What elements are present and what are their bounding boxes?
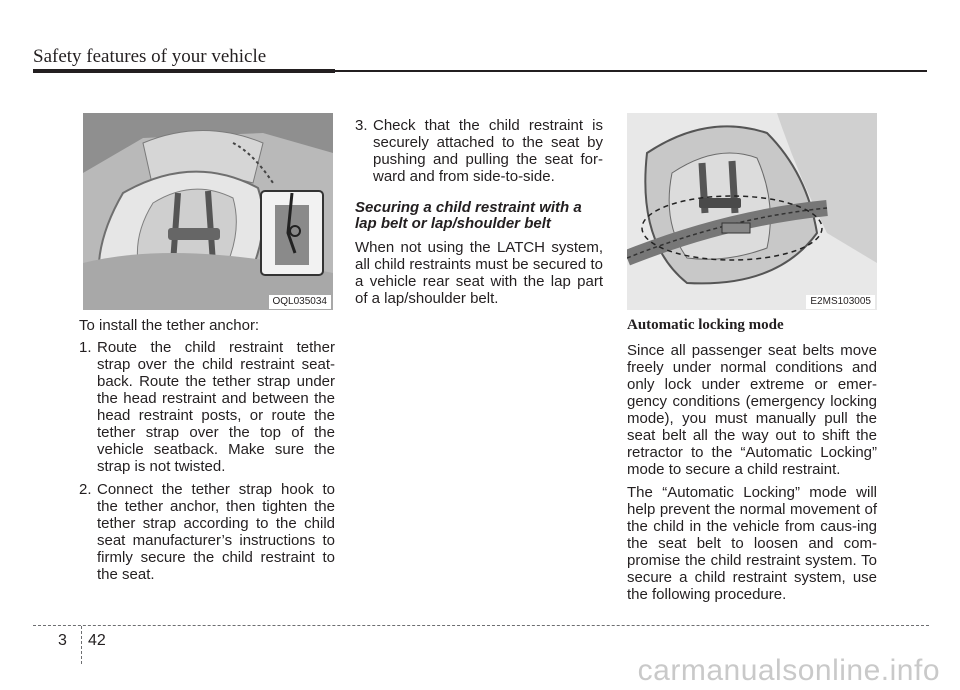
step-item (355, 117, 603, 185)
step-item (79, 339, 335, 475)
page-header-title: Safety features of your vehicle (33, 46, 267, 67)
intro-text: To install the tether anchor: (79, 317, 260, 334)
step-text: Route the child restraint tether strap over the child restraint seat-back. Route the tether strap under the head restraint and between the head restraint posts, or route the tether strap over the top of the vehicle seatback. Make sure the strap is not twisted. (97, 339, 335, 475)
header-rule-thin (335, 70, 927, 72)
body-paragraph: Since all passenger seat belts move freely under normal conditions and only lock under extreme or emer-gency conditions (emergency locking mode), you must manually pull the seat belt all the way out to shift the retractor to the “Automatic Locking” mode to secure a child restraint. (627, 342, 877, 478)
tether-anchor-figure (83, 113, 333, 310)
footer-rule (33, 625, 929, 626)
column-left (79, 317, 335, 589)
child-seat-lap-belt-illustration (627, 113, 877, 310)
page-number: 42 (88, 632, 106, 649)
step-text: Check that the child restraint is securely attached to the seat by pushing and pulling the seat for-ward and from side-to-side. (373, 117, 603, 185)
header-rule (33, 69, 335, 73)
figure-code: OQL035034 (269, 295, 332, 309)
footer-separator (81, 626, 82, 664)
body-paragraph: When not using the LATCH system, all child restraints must be secured to a vehicle rear seat with the lap part of a lap/shoulder belt. (355, 239, 603, 307)
chapter-number: 3 (58, 632, 67, 649)
child-seat-tether-illustration (83, 113, 333, 310)
body-paragraph: The “Automatic Locking” mode will help prevent the normal movement of the child in the vehicle from caus-ing the seat belt to loosen and com-promise the child restraint system. To secure a child restraint system, use the following procedure. (627, 484, 877, 603)
column-middle (355, 117, 603, 313)
step-number: 3. (355, 117, 368, 134)
figure-code: E2MS103005 (806, 295, 875, 309)
step-number: 2. (79, 481, 92, 498)
step-text: Connect the tether strap hook to the tether anchor, then tighten the tether strap according to the child seat manufacturer’s instructions to firmly secure the child restraint to the seat. (97, 481, 335, 583)
step-number: 1. (79, 339, 92, 356)
watermark: carmanualsonline.info (637, 654, 940, 687)
section-heading: Automatic locking mode (627, 317, 784, 333)
step-item (79, 481, 335, 583)
section-subheading: Securing a child restraint with a lap belt or lap/shoulder belt (355, 199, 582, 232)
column-right (627, 317, 877, 609)
lap-belt-figure (627, 113, 877, 310)
